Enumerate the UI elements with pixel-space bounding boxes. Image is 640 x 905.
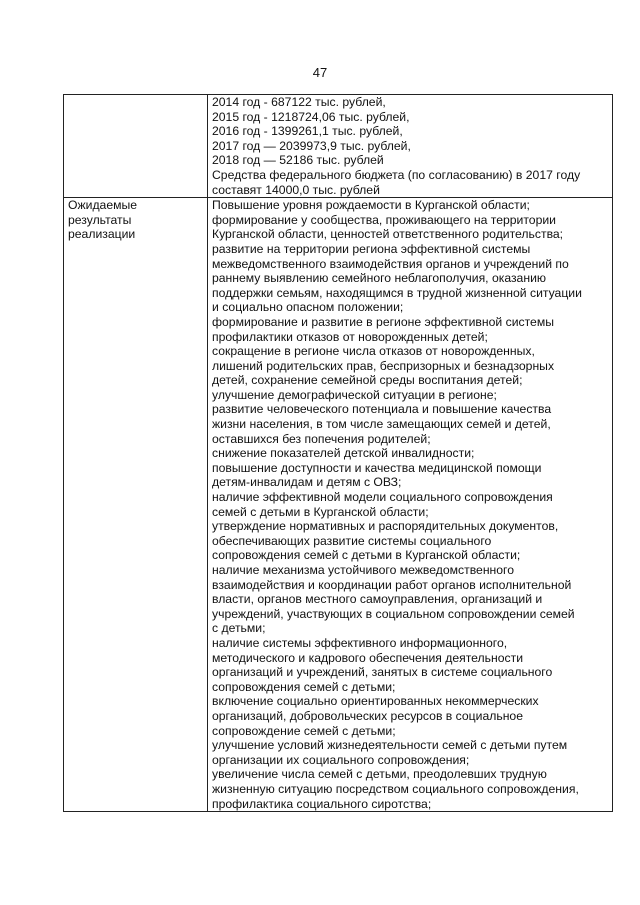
funding-row bbox=[64, 95, 613, 198]
expected-results-text-line: методического и кадрового обеспечения деятельности bbox=[212, 650, 524, 665]
program-passport-table bbox=[63, 94, 613, 812]
expected-results-text-line: включение социально ориентированных некоммерческих bbox=[212, 694, 539, 709]
expected-results-text-line: власти, органов местного самоуправления, организаций и bbox=[212, 592, 543, 607]
funding-content-cell bbox=[208, 95, 613, 198]
expected-results-text-line: развитие на территории региона эффективной системы bbox=[212, 241, 531, 256]
expected-results-label-line: реализации bbox=[68, 227, 136, 242]
funding-text-line: 2015 год - 1218724,06 тыс. рублей, bbox=[212, 109, 410, 124]
expected-results-text-line: формирование и развитие в регионе эффективной системы bbox=[212, 314, 554, 329]
expected-results-text-line: наличие механизма устойчивого межведомственного bbox=[212, 563, 515, 577]
expected-results-text-line: сопровождение семей с детьми; bbox=[212, 723, 396, 738]
expected-results-text-line: семей с детьми в Курганской области; bbox=[212, 504, 429, 519]
funding-text-line: составят 14000,0 тыс. рублей bbox=[212, 182, 380, 197]
expected-results-text-line: улучшение демографической ситуации в регионе; bbox=[212, 387, 497, 402]
expected-results-text-line: с детьми; bbox=[212, 621, 266, 636]
expected-results-text-line: жизни населения, в том числе замещающих семей и детей, bbox=[212, 417, 551, 432]
expected-results-text-line: Повышение уровня рождаемости в Курганской области; bbox=[212, 198, 530, 213]
expected-results-text-line: профилактики отказов от новорожденных детей; bbox=[212, 329, 488, 344]
expected-results-label-line: результаты bbox=[68, 212, 132, 227]
expected-results-text-line: профилактика социального сиротства; bbox=[212, 796, 432, 811]
expected-results-text-line: развитие человеческого потенциала и повышение качества bbox=[212, 402, 552, 417]
expected-results-label-line: Ожидаемые bbox=[68, 198, 138, 213]
expected-results-text-line: лишений родительских прав, беспризорных и безнадзорных bbox=[212, 358, 555, 373]
expected-results-text-line: жизненную ситуацию посредством социального сопровождения, bbox=[212, 781, 579, 796]
expected-results-text-line: детей, сохранение семейной среды воспитания детей; bbox=[212, 373, 523, 388]
funding-text-line: 2014 год - 687122 тыс. рублей, bbox=[212, 95, 386, 109]
expected-results-text-line: сопровождения семей с детьми; bbox=[212, 679, 396, 694]
expected-results-text-line: сопровождения семей с детьми в Курганской области; bbox=[212, 548, 521, 563]
expected-results-text-line: утверждение нормативных и распорядительных документов, bbox=[212, 519, 559, 534]
expected-results-text-line: Курганской области, ценностей ответственного родительства; bbox=[212, 227, 564, 242]
expected-results-text-line: улучшение условий жизнедеятельности семей с детьми путем bbox=[212, 738, 568, 753]
expected-results-label-cell bbox=[64, 198, 208, 812]
funding-label-cell bbox=[64, 95, 208, 198]
funding-text-line: 2018 год — 52186 тыс. рублей bbox=[212, 153, 384, 168]
expected-results-text-line: взаимодействия и координации работ органов исполнительной bbox=[212, 577, 572, 592]
expected-results-text-line: поддержки семьям, находящимся в трудной жизненной ситуации bbox=[212, 285, 582, 300]
funding-text-line: 2016 год - 1399261,1 тыс. рублей, bbox=[212, 124, 403, 139]
expected-results-text-line: учреждений, участвующих в социальном сопровождении семей bbox=[212, 606, 575, 621]
funding-text-line: Средства федерального бюджета (по согласованию) в 2017 году bbox=[212, 167, 581, 182]
expected-results-text-line: раннему выявлению семейного неблагополучия, оказанию bbox=[212, 271, 547, 286]
expected-results-text-line: наличие системы эффективного информационного, bbox=[212, 635, 508, 650]
expected-results-content-cell bbox=[208, 198, 613, 812]
expected-results-text-line: сокращение в регионе числа отказов от новорожденных, bbox=[212, 344, 535, 359]
expected-results-text-line: наличие эффективной модели социального сопровождения bbox=[212, 490, 553, 505]
page-number: 47 bbox=[312, 65, 328, 80]
expected-results-text-line: детям-инвалидам и детям с ОВЗ; bbox=[212, 475, 402, 490]
expected-results-text-line: формирование у сообщества, проживающего на территории bbox=[212, 212, 556, 227]
expected-results-text-line: и социально опасном положении; bbox=[212, 300, 404, 315]
expected-results-text-line: межведомственного взаимодействия органов и учреждений по bbox=[212, 256, 569, 271]
expected-results-text-line: оставшихся без попечения родителей; bbox=[212, 431, 431, 446]
expected-results-text-line: организации их социального сопровождения; bbox=[212, 752, 470, 767]
expected-results-row bbox=[64, 198, 613, 812]
expected-results-text-line: обеспечивающих развитие системы социального bbox=[212, 533, 492, 548]
expected-results-text-line: повышение доступности и качества медицинской помощи bbox=[212, 460, 542, 475]
expected-results-text-line: организаций, добровольческих ресурсов в социальное bbox=[212, 708, 523, 723]
expected-results-text-line: снижение показателей детской инвалидности; bbox=[212, 446, 475, 461]
funding-text-line: 2017 год — 2039973,9 тыс. рублей, bbox=[212, 138, 411, 153]
expected-results-text-line: организаций и учреждений, занятых в системе социального bbox=[212, 665, 553, 680]
expected-results-text-line: увеличение числа семей с детьми, преодолевших трудную bbox=[212, 767, 547, 782]
